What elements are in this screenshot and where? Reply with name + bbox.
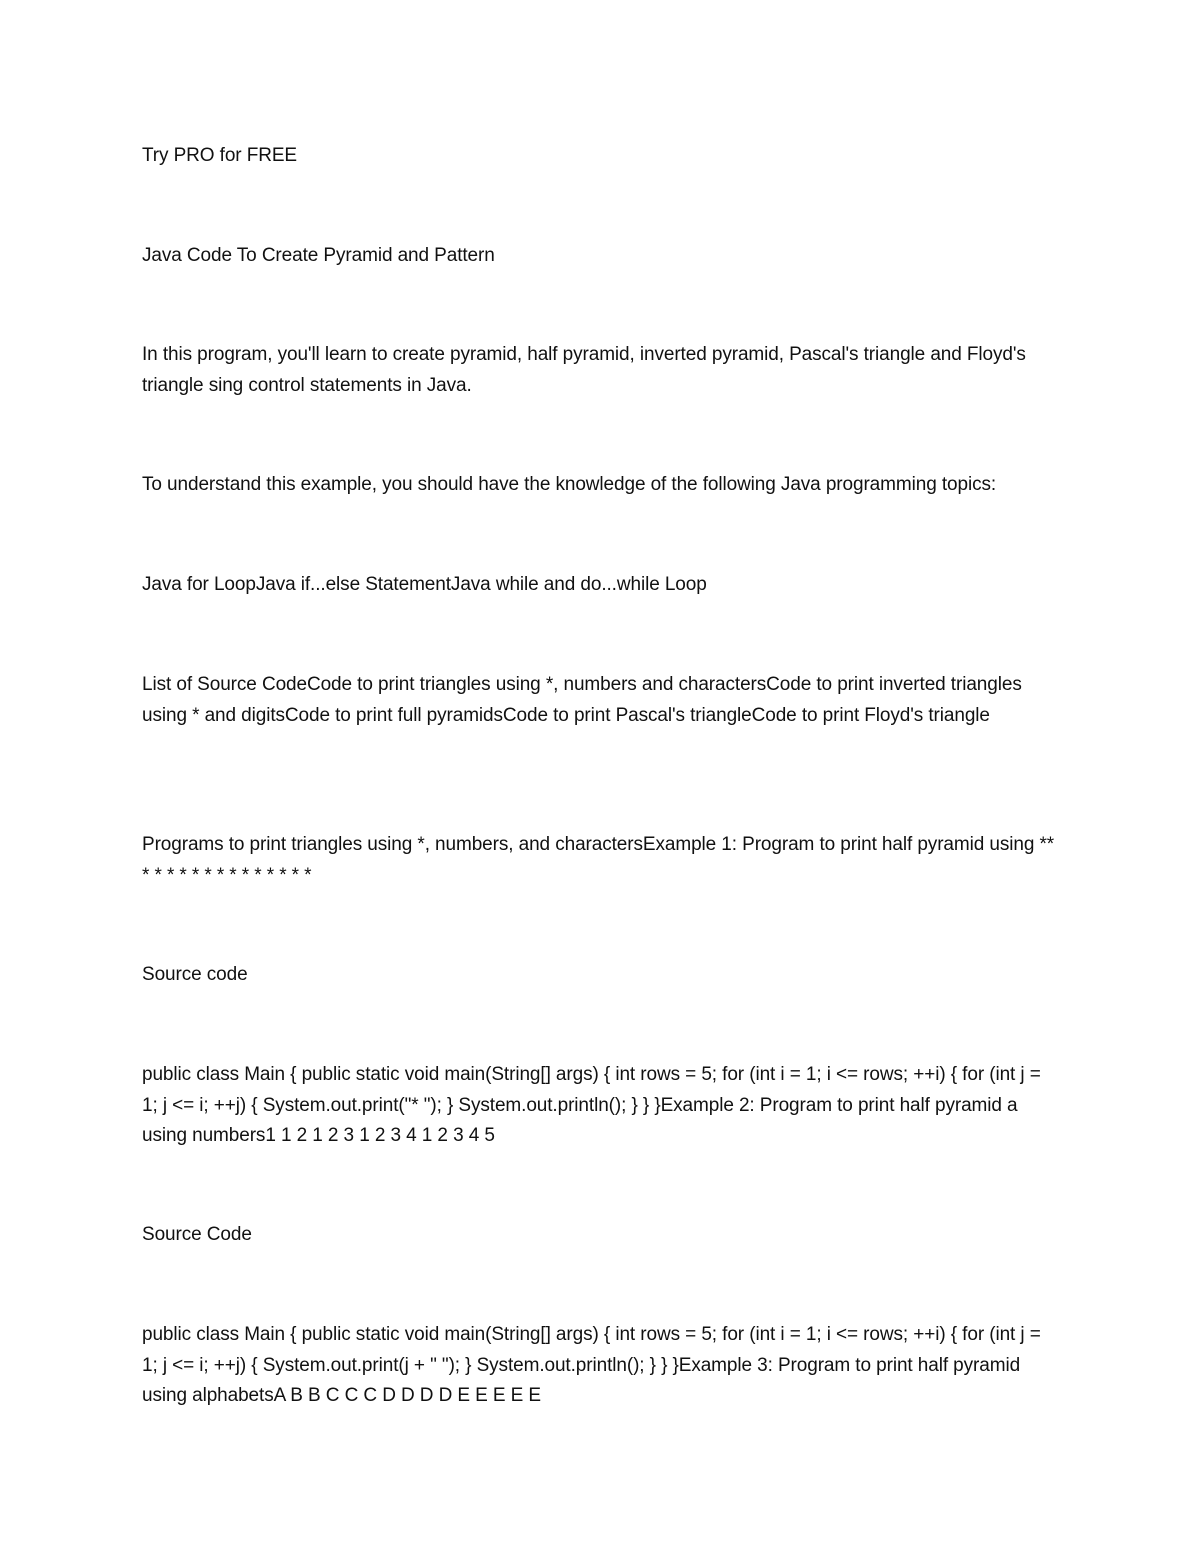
promo-text: Try PRO for FREE bbox=[142, 145, 297, 166]
topics-paragraph: Java for LoopJava if...else StatementJava while and do...while Loop bbox=[142, 574, 707, 595]
code-paragraph-2: public class Main { public static void main(String[] args) { int rows = 5; for (int i = 1; i <= rows; ++i) { for (int j = 1; j <= i; ++j) { System.out.print(j + " "); } System.out.println(); } } }Example 3: Program to print half pyramid using alphabetsA B B C C C D D D D E E E E E bbox=[142, 1324, 1041, 1406]
code-paragraph-1: public class Main { public static void main(String[] args) { int rows = 5; for (int i = 1; i <= rows; ++i) { for (int j = 1; j <= i; ++j) { System.out.print("* "); } System.out.println(); } } }Example 2: Program to print half pyramid a using numbers1 1 2 1 2 3 1 2 3 4 1 2 3 4 5 bbox=[142, 1064, 1041, 1146]
document-title: Java Code To Create Pyramid and Pattern bbox=[142, 245, 495, 266]
source-code-heading-1: Source code bbox=[142, 964, 248, 985]
source-list-paragraph: List of Source CodeCode to print triangles using *, numbers and charactersCode to print inverted triangles using * and digitsCode to print full pyramidsCode to print Pascal's triangleCode to print Floyd's triangle bbox=[142, 674, 1022, 726]
prerequisites-paragraph: To understand this example, you should have the knowledge of the following Java programming topics: bbox=[142, 474, 997, 495]
source-code-heading-2: Source Code bbox=[142, 1224, 252, 1245]
intro-paragraph: In this program, you'll learn to create pyramid, half pyramid, inverted pyramid, Pascal's triangle and Floyd's triangle sing control statements in Java. bbox=[142, 344, 1026, 396]
example-1-paragraph: Programs to print triangles using *, numbers, and charactersExample 1: Program to print half pyramid using ** * * * * * * * * * * * * * * bbox=[142, 834, 1055, 886]
